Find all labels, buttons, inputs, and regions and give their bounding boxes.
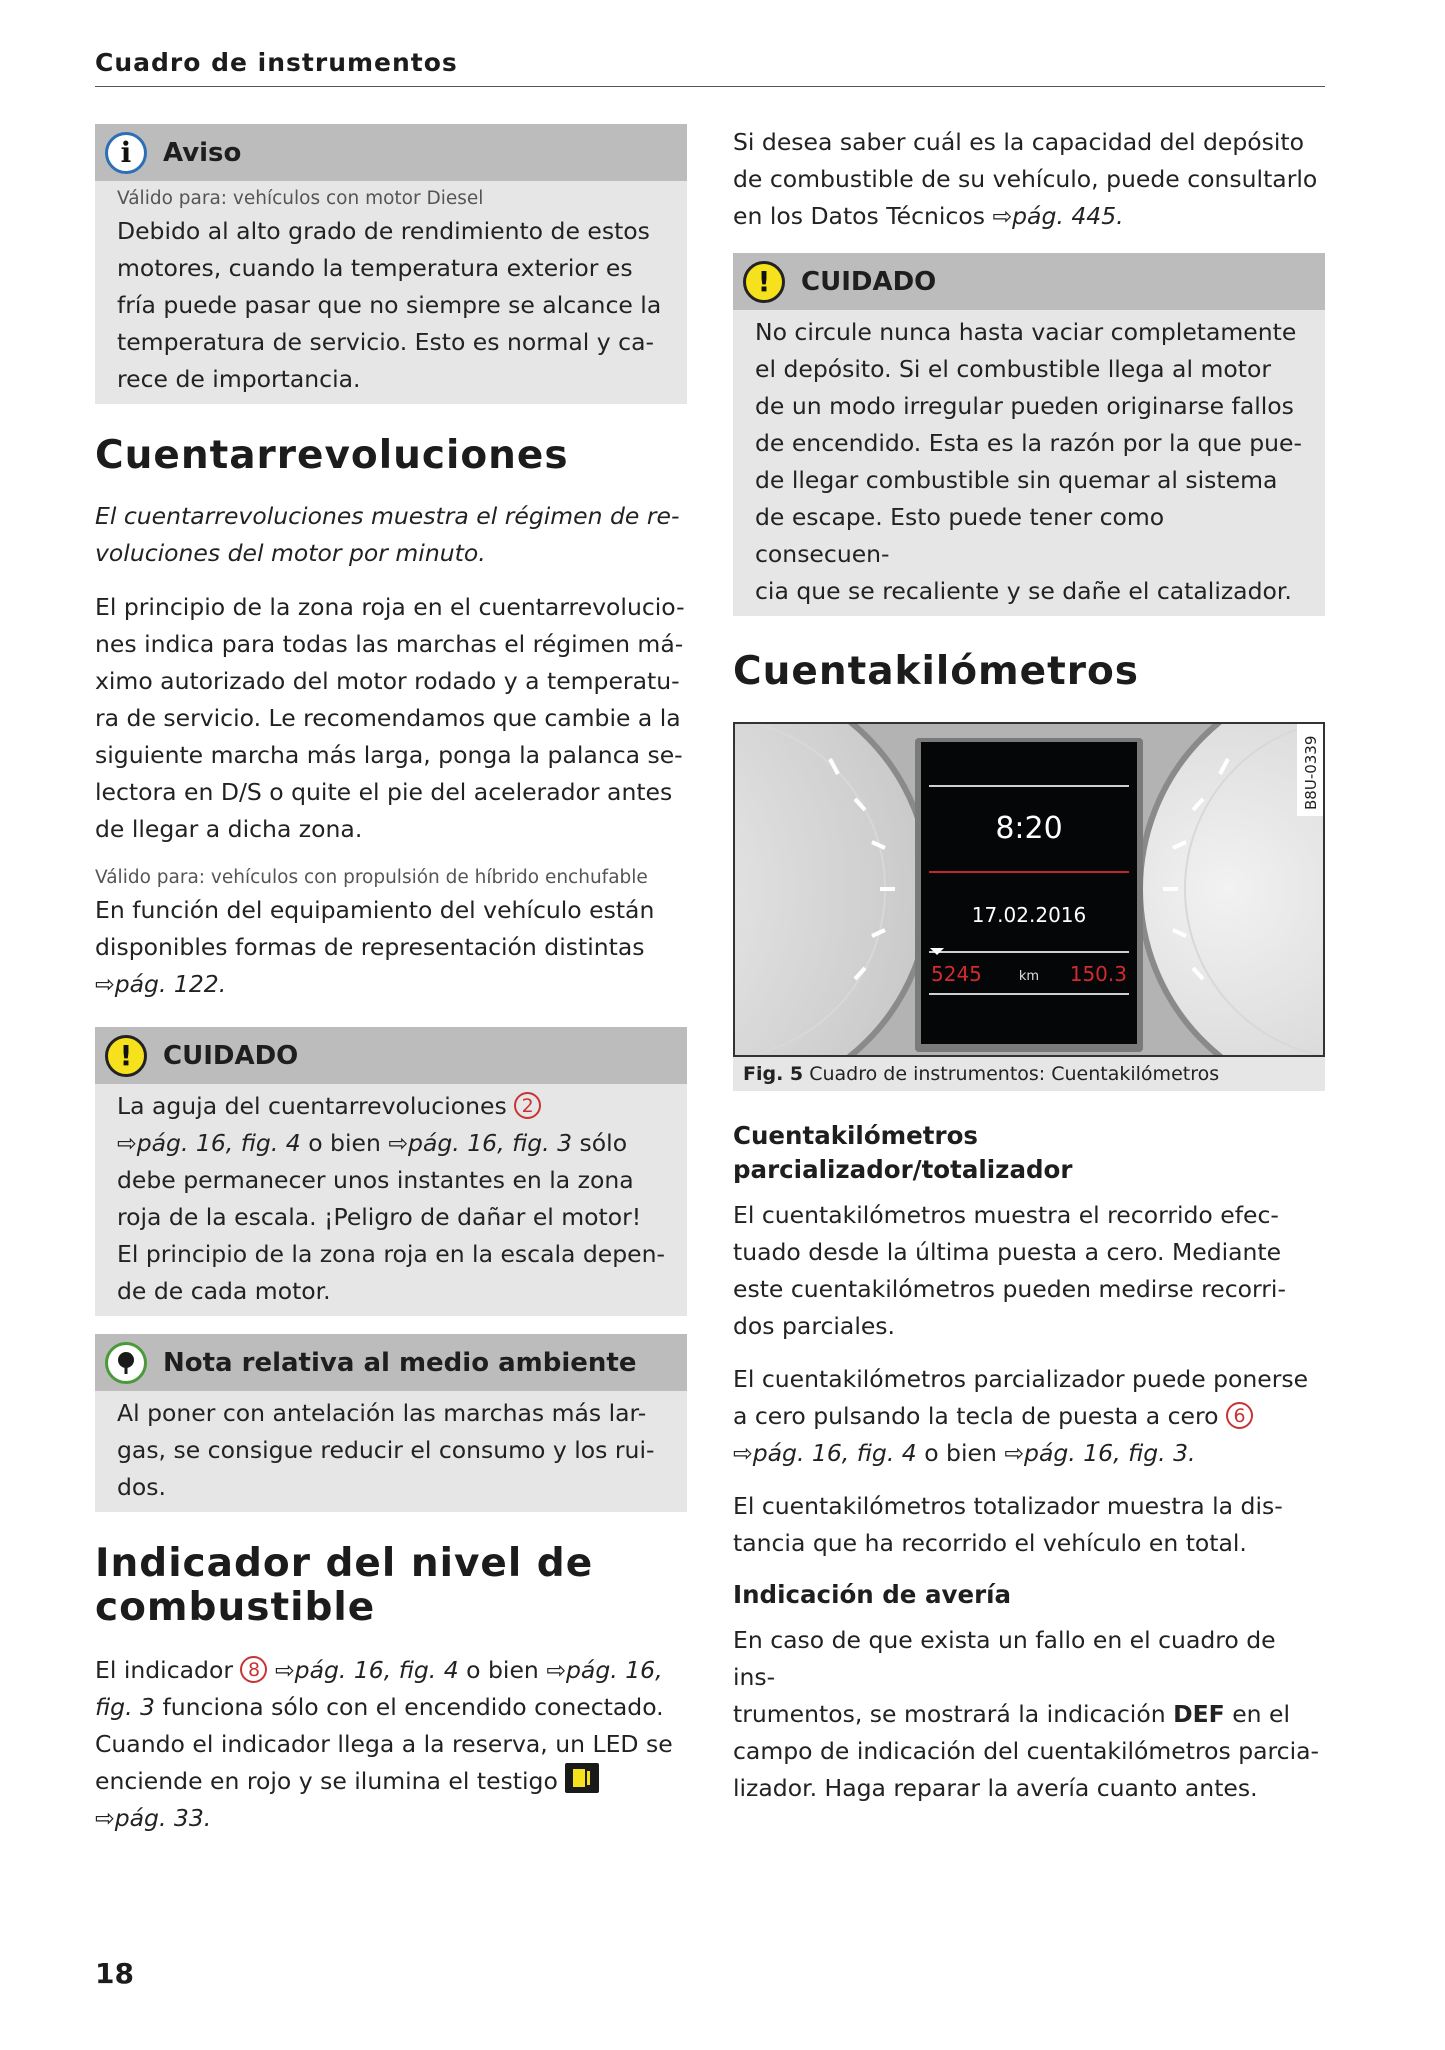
aviso-line: rece de importancia.	[117, 365, 361, 393]
km-unit: km	[1018, 969, 1040, 984]
date-readout: 17.02.2016	[971, 903, 1087, 927]
fault-line: campo de indicación del cuentakilómetros parcia-	[733, 1737, 1319, 1765]
odometer-heading: Cuentakilómetros	[733, 649, 1139, 694]
arrow-right-icon: ⇨	[117, 1129, 137, 1157]
trip-readout: 5245	[931, 962, 982, 986]
callout-number: 6	[1226, 1402, 1253, 1429]
cuidado-text: sólo	[579, 1129, 628, 1157]
callout-number: 8	[240, 1656, 267, 1683]
left-column	[95, 124, 687, 1837]
rev-intro-line: El cuentarrevoluciones muestra el régimen de re-	[95, 502, 680, 530]
page-reference-link[interactable]: pág. 445.	[1012, 202, 1124, 230]
aviso-body	[95, 181, 687, 404]
environment-title: Nota relativa al medio ambiente	[163, 1347, 637, 1378]
environment-line: Al poner con antelación las marchas más lar-	[117, 1399, 647, 1427]
odometer-paragraph-1	[733, 1197, 1325, 1345]
page-number: 18	[95, 1957, 134, 1990]
aviso-title: Aviso	[163, 137, 242, 168]
figure-5	[733, 722, 1325, 1091]
cuidado-line: de un modo irregular pueden originarse fallos	[755, 392, 1294, 420]
info-icon: i	[105, 132, 147, 174]
instrument-cluster-image	[733, 722, 1325, 1057]
arrow-right-icon: ⇨	[274, 1656, 295, 1684]
odometer-line: este cuentakilómetros pueden medirse recorri-	[733, 1275, 1286, 1303]
page-reference-link[interactable]: pág. 16, fig. 4	[136, 1129, 301, 1157]
aviso-header	[95, 124, 687, 181]
rev-intro	[95, 498, 687, 572]
cuidado-box-fuel	[733, 253, 1325, 616]
capacity-line: Si desea saber cuál es la capacidad del depósito	[733, 128, 1304, 156]
aviso-box	[95, 124, 687, 404]
arrow-right-icon: ⇨	[992, 202, 1013, 230]
page-reference-link[interactable]: pág. 33.	[114, 1804, 212, 1832]
hybrid-section	[95, 864, 687, 1003]
rev-intro-line: voluciones del motor por minuto.	[95, 539, 486, 567]
clock-readout: 8:20	[995, 811, 1063, 846]
page-reference-link[interactable]: pág. 16, fig. 3.	[1024, 1439, 1196, 1467]
rev-line: siguiente marcha más larga, ponga la palanca se-	[95, 741, 683, 769]
environment-header	[95, 1334, 687, 1391]
odometer-line: El cuentakilómetros totalizador muestra la dis-	[733, 1492, 1283, 1520]
cuidado-line: No circule nunca hasta vaciar completamente	[755, 318, 1297, 346]
page-reference-link[interactable]: fig. 3	[95, 1693, 155, 1721]
cuidado-line: El principio de la zona roja en la escala depen-	[117, 1240, 666, 1268]
environment-line: dos.	[117, 1473, 167, 1501]
fuel-text: funciona sólo con el encendido conectado.	[162, 1693, 664, 1721]
arrow-right-icon: ⇨	[1004, 1439, 1025, 1467]
rev-line: lectora en D/S o quite el pie del acelerador antes	[95, 778, 673, 806]
rev-line: ximo autorizado del motor rodado y a temperatu-	[95, 667, 680, 695]
figure-caption-text: Cuadro de instrumentos: Cuentakilómetros	[809, 1063, 1220, 1085]
fault-text: trumentos, se mostrará la indicación	[733, 1700, 1166, 1728]
arrow-right-icon: ⇨	[388, 1129, 409, 1157]
right-column	[733, 124, 1325, 1807]
fuel-text: enciende en rojo y se ilumina el testigo	[95, 1767, 558, 1795]
aviso-line: Debido al alto grado de rendimiento de estos	[117, 217, 650, 245]
fault-line: En caso de que exista un fallo en el cuadro de ins-	[733, 1626, 1276, 1691]
warning-icon: !	[105, 1035, 147, 1077]
subheading-fault: Indicación de avería	[733, 1580, 1012, 1609]
odometer-line: El cuentakilómetros muestra el recorrido efec-	[733, 1201, 1279, 1229]
cuidado-line: de de cada motor.	[117, 1277, 331, 1305]
hybrid-line: En función del equipamiento del vehículo están	[95, 896, 655, 924]
aviso-valid: Válido para: vehículos con motor Diesel	[117, 188, 484, 209]
arrow-right-icon: ⇨	[733, 1439, 753, 1467]
odometer-paragraph-2	[733, 1361, 1325, 1472]
rev-line: ra de servicio. Le recomendamos que cambie a la	[95, 704, 681, 732]
fuel-heading-line: combustible	[95, 1585, 376, 1630]
subheading-partial-total: Cuentakilómetros parcializador/totalizador	[733, 1121, 1073, 1184]
page-reference-link[interactable]: pág. 16,	[566, 1656, 663, 1684]
cuidado-line: el depósito. Si el combustible llega al motor	[755, 355, 1271, 383]
aviso-line: temperatura de servicio. Esto es normal y ca-	[117, 328, 654, 356]
odometer-text: a cero pulsando la tecla de puesta a cero	[733, 1402, 1219, 1430]
fuel-warning-icon	[565, 1763, 599, 1793]
fuel-line: Cuando el indicador llega a la reserva, un LED se	[95, 1730, 673, 1758]
cuidado-body	[95, 1084, 687, 1316]
def-code: DEF	[1173, 1700, 1225, 1728]
rev-paragraph	[95, 589, 687, 848]
figure-caption	[733, 1057, 1325, 1091]
fault-line: lizador. Haga reparar la avería cuanto antes.	[733, 1774, 1258, 1802]
fuel-text: o bien	[466, 1656, 539, 1684]
warning-icon: !	[743, 261, 785, 303]
tree-icon	[105, 1342, 147, 1384]
cuidado-line: debe permanecer unos instantes en la zona	[117, 1166, 634, 1194]
fuel-text: El indicador	[95, 1656, 233, 1684]
cuidado-header	[733, 253, 1325, 310]
cuidado-line: de encendido. Esta es la razón por la que pue-	[755, 429, 1302, 457]
cuidado-line: de llegar combustible sin quemar al sistema	[755, 466, 1278, 494]
fault-text: en el	[1232, 1700, 1290, 1728]
hybrid-valid: Válido para: vehículos con propulsión de híbrido enchufable	[95, 867, 648, 888]
page-reference-link[interactable]: pág. 16, fig. 4	[294, 1656, 459, 1684]
odometer-line: tuado desde la última puesta a cero. Mediante	[733, 1238, 1282, 1266]
rev-line: El principio de la zona roja en el cuentarrevolucio-	[95, 593, 685, 621]
cuidado-text: La aguja del cuentarrevoluciones	[117, 1092, 507, 1120]
rev-heading: Cuentarrevoluciones	[95, 433, 569, 478]
fault-paragraph	[733, 1622, 1325, 1807]
cuidado-line: cia que se recaliente y se dañe el catalizador.	[755, 577, 1292, 605]
odometer-line: El cuentakilómetros parcializador puede ponerse	[733, 1365, 1309, 1393]
running-head: Cuadro de instrumentos	[95, 48, 1325, 87]
fuel-heading	[95, 1542, 687, 1630]
hybrid-line: disponibles formas de representación distintas	[95, 933, 645, 961]
cuidado-title: CUIDADO	[801, 266, 937, 297]
figure-label: Fig. 5	[743, 1063, 804, 1085]
environment-box	[95, 1334, 687, 1512]
aviso-line: motores, cuando la temperatura exterior es	[117, 254, 633, 282]
cuidado-line: roja de la escala. ¡Peligro de dañar el motor!	[117, 1203, 642, 1231]
environment-line: gas, se consigue reducir el consumo y los rui-	[117, 1436, 655, 1464]
cuidado-line: de escape. Esto puede tener como consecuen-	[755, 503, 1165, 568]
cluster-illustration	[735, 724, 1323, 1055]
cuidado-title: CUIDADO	[163, 1040, 299, 1071]
figure-code: B8U-0339	[1302, 735, 1320, 810]
capacity-line: de combustible de su vehículo, puede consultarlo	[733, 165, 1318, 193]
odometer-line: dos parciales.	[733, 1312, 896, 1340]
arrow-right-icon: ⇨	[95, 970, 115, 998]
capacity-paragraph	[733, 124, 1325, 235]
cuidado-body	[733, 310, 1325, 616]
page-reference-link[interactable]: pág. 16, fig. 4	[752, 1439, 917, 1467]
page-reference-link[interactable]: pág. 16, fig. 3	[408, 1129, 573, 1157]
cuidado-header	[95, 1027, 687, 1084]
capacity-text: en los Datos Técnicos	[733, 202, 985, 230]
environment-body	[95, 1391, 687, 1512]
callout-number: 2	[514, 1092, 541, 1119]
odometer-text: o bien	[924, 1439, 997, 1467]
fuel-heading-line: Indicador del nivel de	[95, 1541, 594, 1586]
cuidado-text: o bien	[308, 1129, 381, 1157]
cuidado-box-rev	[95, 1027, 687, 1316]
arrow-right-icon: ⇨	[546, 1656, 567, 1684]
odometer-paragraph-3	[733, 1488, 1325, 1562]
fuel-paragraph	[95, 1652, 687, 1837]
odometer-line: tancia que ha recorrido el vehículo en total.	[733, 1529, 1247, 1557]
total-readout: 150.3	[1069, 962, 1127, 986]
rev-line: nes indica para todas las marchas el régimen má-	[95, 630, 684, 658]
aviso-line: fría puede pasar que no siempre se alcance la	[117, 291, 662, 319]
page-reference-link[interactable]: pág. 122.	[114, 970, 227, 998]
rev-line: de llegar a dicha zona.	[95, 815, 363, 843]
arrow-right-icon: ⇨	[95, 1804, 115, 1832]
